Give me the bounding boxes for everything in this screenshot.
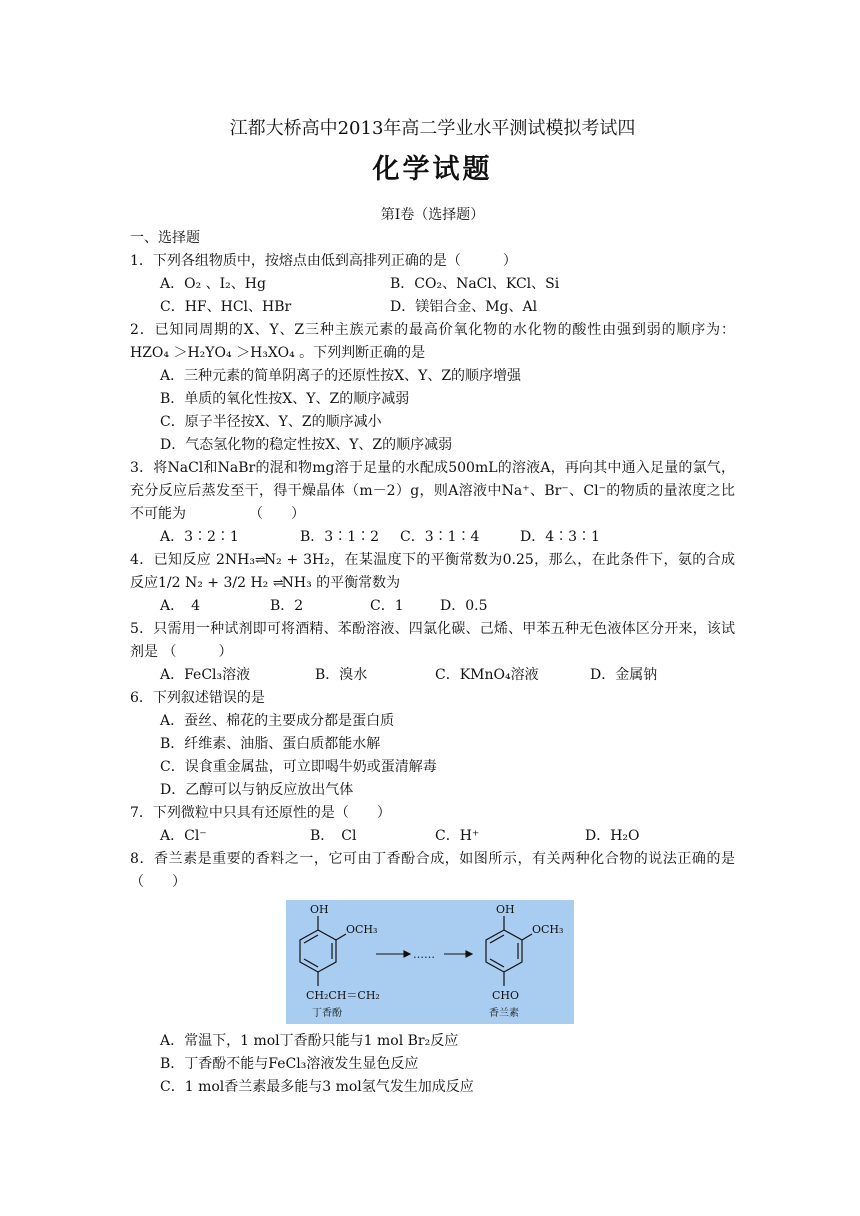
question-stem: 8．香兰素是重要的香料之一，它可由丁香酚合成，如图所示，有关两种化合物的说法正确的是（ ） [130,851,735,890]
option-a: A．FeCl₃溶液 [160,667,251,683]
eugenol-structure [300,916,346,986]
option-d: D．金属钠 [590,667,658,683]
options-row [130,595,735,618]
option-c: C．HF、HCl、HBr [160,299,292,315]
option-c: C．原子半径按X、Y、Z的顺序减小 [160,414,382,430]
option-a: A． 4 [160,598,201,614]
option-a: A．O₂ 、I₂、Hg [160,276,266,292]
options-row [130,526,735,549]
option-c: C．1 mol香兰素最多能与3 mol氢气发生加成反应 [160,1079,474,1095]
option-b: B．溴水 [315,667,368,683]
right-och3-label: OCH₃ [532,923,564,936]
subject-title: 化学试题 [372,154,493,185]
exam-page [130,108,735,1099]
option-b: B．单质的氧化性按X、Y、Z的顺序减弱 [160,391,410,407]
question-stem: 4．已知反应 2NH₃⇌N₂ + 3H₂，在某温度下的平衡常数为0.25，那么，在此条件下，氨的合成反应1/2 N₂ + 3/2 H₂ ⇌NH₃ 的平衡常数为 [130,552,735,591]
option-c: C．KMnO₄溶液 [435,667,539,683]
question-7 [130,802,735,848]
option-a: A．3∶2∶1 [160,529,239,545]
question-stem: 3．将NaCl和NaBr的混和物mg溶于足量的水配成500mL的溶液A，再向其中通入足量的氯气，充分反应后蒸发至干，得干燥晶体（m－2）g，则A溶液中Na⁺、Br⁻、Cl⁻的物质的量浓度之比不可能为 （ ） [130,460,735,522]
option-d: D．气态氢化物的稳定性按X、Y、Z的顺序减弱 [160,437,453,453]
question-3 [130,457,735,549]
right-name-label: 香兰素 [489,1008,519,1019]
question-2 [130,319,735,457]
question-6 [130,687,735,802]
option-d: D．乙醇可以与钠反应放出气体 [160,782,354,798]
reaction-diagram [286,900,574,1024]
question-stem: 2．已知同周期的X、Y、Z三种主族元素的最高价氧化物的水化物的酸性由强到弱的顺序为：HZO₄ ＞H₂YO₄ ＞H₃XO₄ 。下列判断正确的是 [130,322,735,361]
vanillin-structure [486,916,532,986]
reaction-dots: …… [413,948,435,961]
right-oh-label: OH [496,903,515,916]
equilibrium-arrow-icon: ⇌ [254,553,264,568]
option-c: C．3∶1∶4 [400,529,480,545]
options-row [130,825,735,848]
left-chain-label: CH₂CH＝CH₂ [306,989,380,1002]
part-title: 第I卷（选择题） [380,207,485,223]
option-d: D．H₂O [585,828,640,844]
options-row [130,664,735,687]
option-b: B．CO₂、NaCl、KCl、Si [390,276,560,292]
question-stem: 1．下列各组物质中，按熔点由低到高排列正确的是（ ） [130,253,517,269]
question-5 [130,618,735,687]
school-title: 江都大桥高中2013年高二学业水平测试模拟考试四 [229,118,636,139]
option-b: B．纤维素、油脂、蛋白质都能水解 [160,736,381,752]
question-1 [130,250,735,319]
left-och3-label: OCH₃ [346,923,378,936]
left-name-label: 丁香酚 [312,1008,342,1019]
question-stem: 6．下列叙述错误的是 [130,690,265,706]
question-stem: 7．下列微粒中只具有还原性的是（ ） [130,805,391,821]
option-b: B．3∶1∶2 [300,529,380,545]
left-oh-label: OH [310,903,329,916]
option-a: A．常温下，1 mol丁香酚只能与1 mol Br₂反应 [160,1033,459,1049]
structure-figure [286,900,574,1024]
question-stem: 5．只需用一种试剂即可将酒精、苯酚溶液、四氯化碳、己烯、甲苯五种无色液体区分开来，该试剂是 （ ） [130,621,735,660]
right-cho-label: CHO [492,989,520,1002]
option-d: D．4∶3∶1 [520,529,600,545]
options-row [130,273,735,296]
question-8 [130,848,735,1099]
equilibrium-arrow-icon: ⇌ [272,576,282,591]
options-row [130,296,735,319]
option-b: B． Cl [310,828,357,844]
option-b: B．2 [270,598,304,614]
option-a: A．三种元素的简单阴离子的还原性按X、Y、Z的顺序增强 [160,368,522,384]
option-b: B．丁香酚不能与FeCl₃溶液发生显色反应 [160,1056,419,1072]
option-a: A．Cl⁻ [160,828,207,844]
question-4 [130,549,735,618]
option-c: C．误食重金属盐，可立即喝牛奶或蛋清解毒 [160,759,437,775]
option-c: C．1 [370,598,404,614]
section-title: 一、选择题 [130,230,200,246]
option-d: D．0.5 [440,598,488,614]
option-d: D．镁铝合金、Mg、Al [390,299,538,315]
option-a: A．蚕丝、棉花的主要成分都是蛋白质 [160,713,395,729]
option-c: C．H⁺ [435,828,480,844]
